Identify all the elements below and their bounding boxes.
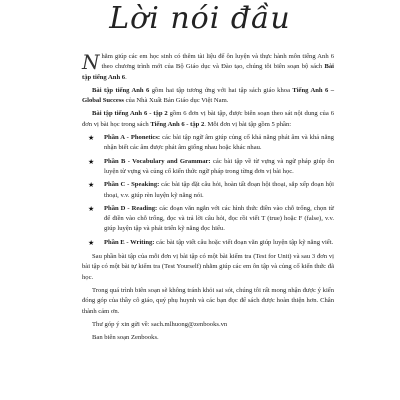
- p3-text-1: gồm 6 đơn vị bài tập, được biên soạn theo sát nội dung của 6 đơn vị bài học trong sách: [82, 110, 334, 128]
- p2-book-title: Bài tập tiếng Anh 6: [92, 86, 150, 94]
- star-icon: ★: [88, 134, 95, 143]
- p2-text-1: gồm hai tập tương ứng với hai tập sách giáo khoa: [149, 86, 293, 94]
- paragraph-volumes: [82, 86, 334, 107]
- paragraph-structure: [82, 109, 334, 130]
- p3-text-2: . Mỗi đơn vị bài tập gồm 5 phần:: [204, 120, 292, 128]
- p3-book-title: Bài tập tiếng Anh 6 - tập 2: [92, 110, 168, 118]
- paragraph-tests: Sau phần bài tập của mỗi đơn vị bài tập có một bài kiểm tra (Test for Unit) và sau 3 đơn vị bài tập có một bài tự kiểm tra (Test Yourself) nhằm giúp các em ôn tập và củng cố kiến thức đã học.: [82, 253, 334, 281]
- part-desc: các bài tập viết câu hoặc viết đoạn văn giúp luyện tập kỹ năng viết.: [154, 238, 334, 246]
- part-name: Phần E - Writing:: [104, 238, 155, 246]
- star-icon: ★: [88, 181, 95, 190]
- list-item: [82, 180, 334, 201]
- intro-book-title: Bài tập tiếng Anh 6: [82, 63, 334, 81]
- part-desc: các bài tập về từ vựng và ngữ pháp giúp ôn luyện từ vựng và củng cố kiến thức ngữ pháp trong từng đơn vị bài học.: [104, 157, 334, 175]
- p2-textbook-title: Tiếng Anh 6 – Global Success: [82, 86, 334, 105]
- star-icon: ★: [88, 157, 95, 166]
- part-desc: các bài tập đặt câu hỏi, hoàn tất đoạn hội thoại, sắp xếp đoạn hội thoại, v.v. giúp rèn luyện kỹ năng nói.: [104, 181, 334, 199]
- intro-paragraph: [82, 52, 334, 83]
- part-desc: các đoạn văn ngắn với các hình thức điền vào chỗ trống, chọn từ để điền vào chỗ trống, đọc và trả lời câu hỏi, đọc rồi viết T (true) hoặc F (false), v.v. giúp luyện tập và phát triển kỹ năng đọc hiểu.: [104, 204, 334, 233]
- parts-list: [82, 133, 334, 248]
- paragraph-feedback: Trong quá trình biên soạn sẽ không tránh khỏi sai sót, chúng tôi rất mong nhận được ý kiến đóng góp của thầy cô giáo, quý phụ huynh và các bạn đọc để sách được hoàn thiện hơn. Chân thành cảm ơn.: [82, 286, 334, 315]
- drop-cap: N: [82, 50, 100, 74]
- star-icon: ★: [88, 204, 95, 213]
- part-desc: các bài tập ngữ âm giúp củng cố khả năng phát âm và khả năng nhận biết các âm được phát âm giống nhau hoặc khác nhau.: [104, 134, 334, 152]
- list-item: [82, 133, 334, 154]
- star-icon: ★: [88, 238, 95, 247]
- list-item: [82, 157, 334, 178]
- part-name: Phần D - Reading:: [104, 204, 158, 212]
- list-item: [82, 204, 334, 235]
- p2-text-2: của Nhà Xuất Bản Giáo dục Việt Nam.: [123, 97, 229, 105]
- paragraph-contact: Thư góp ý xin gửi về: sach.mlhuong@zenbooks.vn: [92, 320, 228, 328]
- p3-textbook-title: Tiếng Anh 6 - tập 2: [150, 120, 205, 128]
- paragraph-signature: Ban biên soạn Zenbooks.: [92, 334, 159, 342]
- part-name: Phần C - Speaking:: [104, 181, 160, 189]
- part-name: Phần B - Vocabulary and Grammar:: [104, 157, 211, 165]
- part-name: Phần A - Phonetics:: [104, 134, 161, 142]
- intro-text-1: hằm giúp các em học sinh có thêm tài liệu để ôn luyện và thực hành môn tiếng Anh 6 theo chương trình mới của Bộ Giáo dục và Đào tạo, chúng tôi biên soạn bộ sách: [101, 53, 334, 71]
- preface-body: [82, 52, 334, 346]
- page-title: Lời nói đầu: [109, 1, 291, 36]
- intro-text-2: .: [125, 73, 127, 81]
- list-item: [82, 238, 334, 248]
